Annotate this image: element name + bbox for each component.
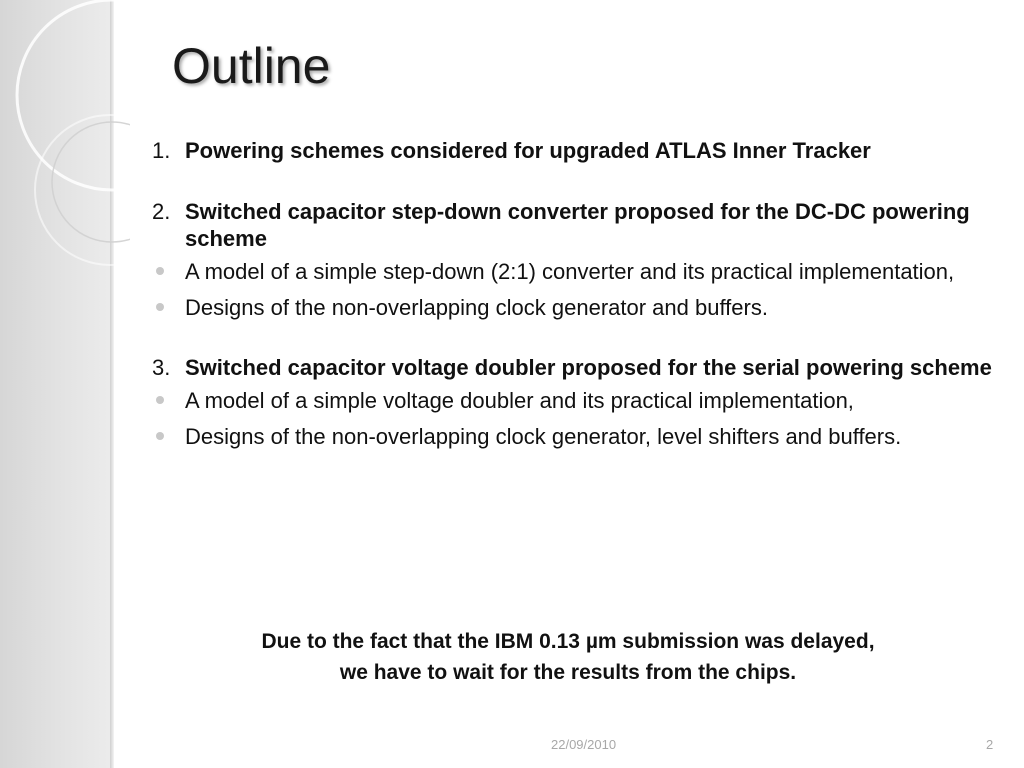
slide-title: Outline [172, 38, 331, 94]
spacer [152, 330, 992, 354]
closing-note [152, 626, 984, 688]
section-heading [152, 354, 992, 381]
bullet-dot-icon [156, 396, 164, 404]
bullet-dot-icon [156, 432, 164, 440]
outline-section-3 [152, 354, 992, 450]
bullet-item [152, 423, 992, 450]
inner-circle-decoration [52, 122, 130, 242]
bullet-list [152, 258, 992, 321]
bullet-text: A model of a simple voltage doubler and its practical implementation, [185, 388, 854, 413]
bullet-item [152, 294, 992, 321]
bullet-dot-icon [156, 303, 164, 311]
section-number: 2. [152, 199, 171, 224]
section-heading-text: Switched capacitor voltage doubler proposed for the serial powering scheme [185, 355, 992, 380]
bullet-list [152, 387, 992, 450]
closing-note-line-2: we have to wait for the results from the chips. [339, 661, 797, 684]
bullet-text: A model of a simple step-down (2:1) converter and its practical implementation, [185, 259, 955, 284]
outline-content [152, 137, 992, 459]
footer-date: 22/09/2010 [551, 737, 617, 752]
section-number: 1. [152, 138, 171, 163]
page-number: 2 [986, 737, 994, 752]
large-circle-decoration [17, 0, 130, 190]
bullet-dot-icon [156, 267, 164, 275]
bullet-text: Designs of the non-overlapping clock generator, level shifters and buffers. [185, 424, 902, 449]
decorative-circles [0, 0, 130, 300]
section-number: 3. [152, 355, 171, 380]
section-heading [152, 198, 992, 252]
outline-section-2 [152, 198, 992, 321]
bullet-text: Designs of the non-overlapping clock generator and buffers. [185, 295, 768, 320]
section-heading-text: Switched capacitor step-down converter proposed for the DC-DC powering scheme [185, 199, 970, 251]
section-heading-text: Powering schemes considered for upgraded ATLAS Inner Tracker [185, 138, 871, 163]
bullet-item [152, 387, 992, 414]
section-heading [152, 137, 992, 164]
spacer [152, 164, 992, 198]
closing-note-line-1: Due to the fact that the IBM 0.13 µm submission was delayed, [261, 630, 875, 653]
bullet-item [152, 258, 992, 285]
outline-section-1 [152, 137, 992, 164]
